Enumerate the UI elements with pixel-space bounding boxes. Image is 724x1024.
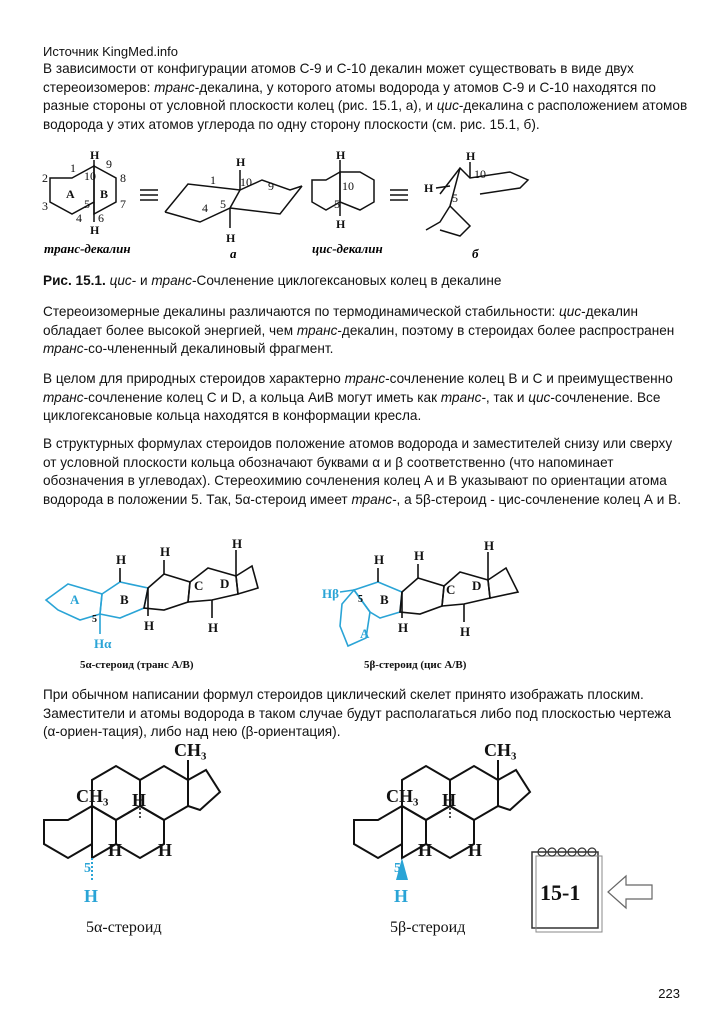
svg-text:A: A [70,592,80,607]
svg-text:H: H [398,620,409,635]
svg-text:H: H [418,840,433,860]
svg-text:2: 2 [42,171,48,185]
svg-text:9: 9 [106,157,112,171]
card-15-1-icon [532,848,652,932]
svg-text:9: 9 [268,179,274,193]
svg-text:5: 5 [92,614,97,625]
figure-caption: Рис. 15.1. цис- и транс-Сочленение циклогексановых колец в декалине [43,273,502,288]
label-b: б [472,246,479,261]
svg-text:B: B [380,592,389,607]
page-number: 223 [658,986,680,1001]
svg-text:5: 5 [220,197,226,211]
svg-text:Hα: Hα [94,636,112,651]
source-header: Источник KingMed.info [43,44,178,59]
svg-text:5: 5 [84,861,91,876]
svg-text:C: C [194,578,204,593]
svg-text:8: 8 [120,171,126,185]
svg-text:CH₃: CH₃ [174,740,207,760]
svg-text:H: H [460,624,471,639]
svg-text:H: H [90,223,100,237]
figure-steroid-conformations [40,538,560,676]
svg-text:H: H [158,840,173,860]
svg-text:H: H [336,150,346,162]
svg-text:H: H [414,548,425,563]
figure-flat-steroids [40,740,660,940]
svg-text:H: H [336,217,346,231]
svg-text:H: H [116,552,127,567]
label-cis-decalin: цис-декалин [312,241,383,256]
svg-text:6: 6 [98,211,104,225]
label-trans-decalin: транс-декалин [44,241,131,256]
paragraph-alpha-beta: В структурных формулах стероидов положение атомов водорода и заместителей снизу или сверху от условной плоскости кольца обозначают буквами α и β соответственно (что напоминает обозначения в углеводах). Стереохимию сочленения колец А и В указывают по ориентации атома водорода в положении 5. Так, 5α-стероид имеет транс-, а 5β-стероид - цис-сочленение колец А и В. [43,436,681,507]
svg-text:15-1: 15-1 [540,880,581,905]
svg-text:10: 10 [84,169,96,183]
svg-text:D: D [220,576,230,591]
svg-text:B: B [100,187,109,201]
caption-5beta: 5β-стероид (цис А/В) [364,659,467,671]
svg-text:10: 10 [474,167,486,181]
svg-text:5: 5 [452,191,458,205]
svg-text:H: H [144,618,155,633]
svg-text:H: H [160,544,171,559]
paragraph-decalin-isomers: В зависимости от конфигурации атомов С-9 и С-10 декалин может существовать в виде двух стереоизомеров: транс-декалина, у которого атомы водорода у атомов С-9 и С-10 находятся по разные стороны от условной плоскости колец (рис. 15.1, а), и цис-декалина с расположением атомов водорода у этих атомов углерода по одну сторону плоскости (см. рис. 15.1, б). [43,61,688,132]
svg-text:10: 10 [240,175,252,189]
svg-text:4: 4 [76,211,82,225]
svg-text:H: H [226,231,236,245]
svg-text:H: H [394,886,409,906]
svg-text:H: H [442,790,457,810]
svg-text:H: H [108,840,123,860]
paragraph-flat-skeleton: При обычном написании формул стероидов циклический скелет принято изображать плоским. Заместители и атомы водорода в таком случае будут располагаться либо под плоскостью чертежа (α-ориен-тация), либо над нею (β-ориентация). [43,687,672,739]
svg-text:5: 5 [394,861,401,876]
svg-text:H: H [236,155,246,169]
svg-text:CH₃: CH₃ [76,786,109,806]
svg-text:CH₃: CH₃ [386,786,419,806]
svg-text:10: 10 [342,179,354,193]
paragraph-natural-steroids: В целом для природных стероидов характерно транс-сочленение колец В и С и преимущественно транс-сочленение колец С и D, а кольца АиВ могут иметь как транс-, так и цис-сочленение. Все циклогексановые кольца находятся в конформации кресла. [43,371,673,423]
label-5beta-steroid: 5β-стероид [390,919,466,936]
svg-text:4: 4 [202,201,208,215]
label-5alpha-steroid: 5α-стероид [86,919,162,936]
svg-text:H: H [468,840,483,860]
svg-text:5: 5 [84,197,90,211]
svg-text:H: H [90,150,100,162]
svg-text:A: A [360,626,370,641]
label-a: а [230,246,237,261]
svg-text:Hβ: Hβ [322,586,339,601]
svg-text:7: 7 [120,197,126,211]
svg-text:H: H [84,886,99,906]
svg-text:3: 3 [42,199,48,213]
caption-5alpha: 5α-стероид (транс А/В) [80,659,194,671]
svg-text:H: H [232,538,243,551]
svg-text:H: H [132,790,147,810]
svg-text:A: A [66,187,75,201]
svg-text:H: H [466,150,476,163]
svg-text:H: H [484,538,495,553]
svg-text:1: 1 [210,173,216,187]
svg-text:C: C [446,582,456,597]
svg-text:B: B [120,592,129,607]
arrow-left-icon [608,876,652,908]
svg-text:5: 5 [358,594,363,605]
svg-text:D: D [472,578,482,593]
svg-text:CH₃: CH₃ [484,740,517,760]
svg-text:H: H [424,181,434,195]
paragraph-stability: Стереоизомерные декалины различаются по термодинамической стабильности: цис-декалин обладает более высокой энергией, чем транс-декалин, поэтому в стероидах более распространен транс-со-члененный декалиновый фрагмент. [43,304,675,356]
svg-text:H: H [374,552,385,567]
svg-text:1: 1 [70,161,76,175]
svg-text:5: 5 [334,197,340,211]
svg-text:H: H [208,620,219,635]
figure-decalin [40,150,600,270]
